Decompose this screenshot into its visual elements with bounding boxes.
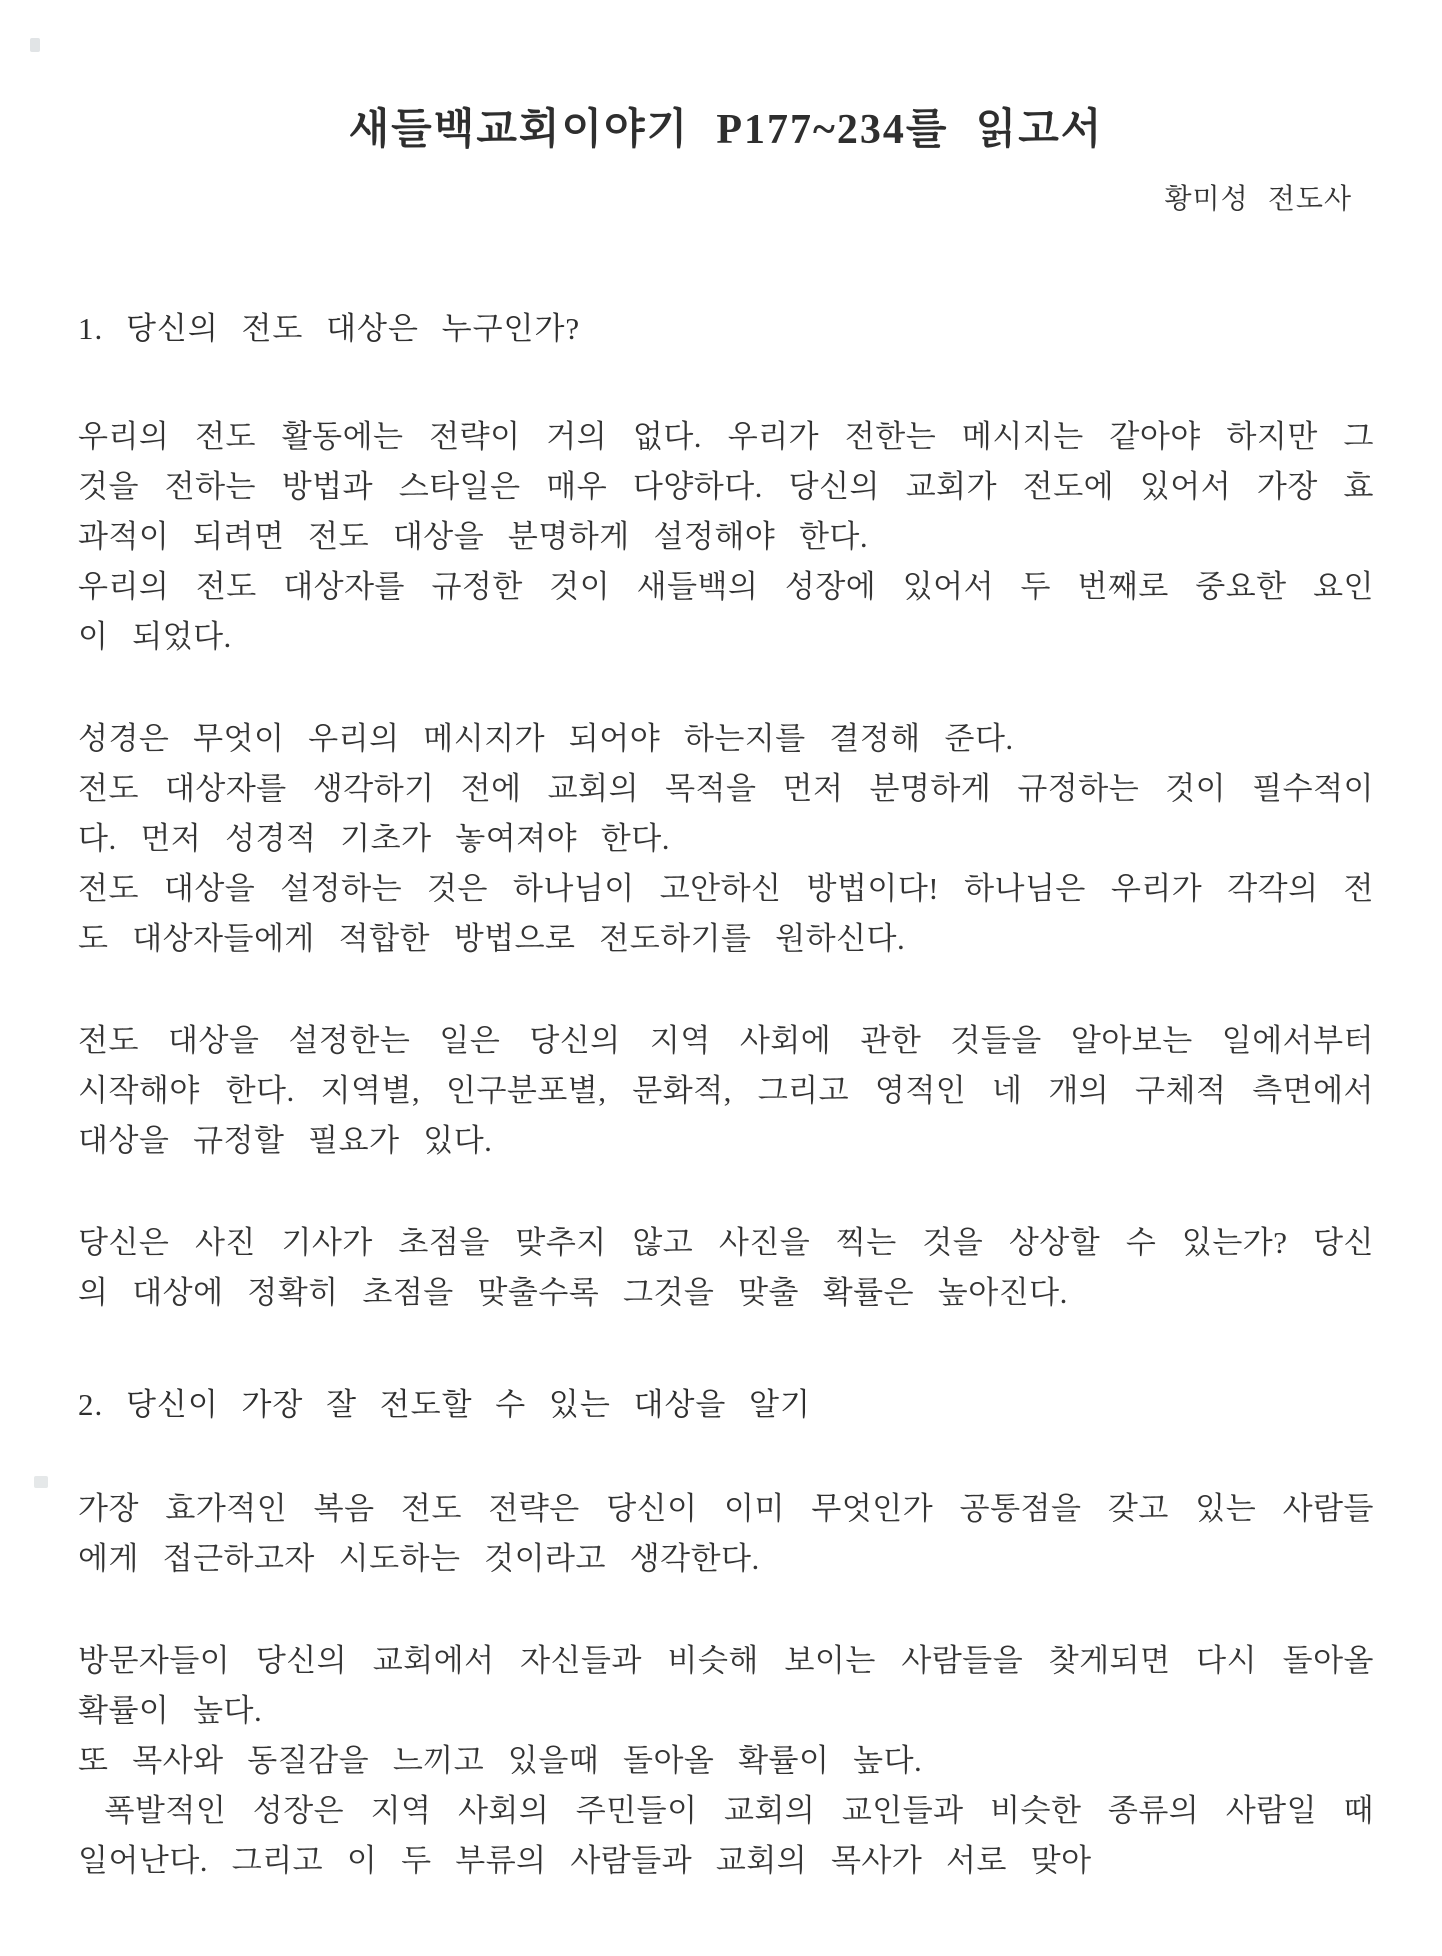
section-knowing-your-audience (78, 1380, 1398, 1886)
section-1-heading: 1. 당신의 전도 대상은 누구인가? (78, 311, 581, 346)
paragraph-line: 가장 효가적인 복음 전도 전략은 당신이 이미 무엇인가 공통점을 갖고 있는 사람들에게 접근하고자 시도하는 것이라고 생각한다. (78, 1491, 1374, 1576)
paragraph-line: 방문자들이 당신의 교회에서 자신들과 비슷해 보이는 사람들을 찾게되면 다시 돌아올 확률이 높다. (78, 1643, 1398, 1728)
paragraph-line: 성경은 무엇이 우리의 메시지가 되어야 하는지를 결정해 준다. (78, 721, 1014, 756)
paragraph (78, 1016, 1398, 1166)
paragraph-line: 폭발적인 성장은 지역 사회의 주민들이 교회의 교인들과 비슷한 종류의 사람일 때 일어난다. 그리고 이 두 부류의 사람들과 교회의 목사가 서로 맞아 (78, 1793, 1398, 1878)
paragraph-line: 전도 대상을 설정하는 것은 하나님이 고안하신 방법이다! 하나님은 우리가 각각의 전도 대상자들에게 적합한 방법으로 전도하기를 원하신다. (78, 871, 1374, 956)
paragraph-line: 우리의 전도 대상자를 규정한 것이 새들백의 성장에 있어서 두 번째로 중요한 요인이 되었다. (78, 569, 1374, 654)
paragraph (78, 1218, 1374, 1318)
paragraph-line: 또 목사와 동질감을 느끼고 있을때 돌아올 확률이 높다. (78, 1743, 923, 1778)
paragraph-line: 당신은 사진 기사가 초점을 맞추지 않고 사진을 찍는 것을 상상할 수 있는가? 당신의 대상에 정확히 초점을 맞출수록 그것을 맞출 확률은 높아진다. (78, 1225, 1374, 1310)
scan-artifact (30, 38, 40, 52)
author-byline: 황미성 전도사 (1164, 184, 1352, 215)
section-evangelism-target (78, 304, 1398, 1318)
page-title: 새들백교회이야기 P177~234를 읽고서 (348, 107, 1104, 153)
paragraph-line: 전도 대상을 설정한는 일은 당신의 지역 사회에 관한 것들을 알아보는 일에서부터 시작해야 한다. 지역별, 인구분포별, 문화적, 그리고 영적인 네 개의 구체적 측면에서 대상을 규정할 필요가 있다. (78, 1023, 1398, 1158)
paragraph-line: 전도 대상자를 생각하기 전에 교회의 목적을 먼저 분명하게 규정하는 것이 필수적이다. 먼저 성경적 기초가 놓여져야 한다. (78, 771, 1374, 856)
section-2-heading: 2. 당신이 가장 잘 전도할 수 있는 대상을 알기 (78, 1387, 811, 1422)
paragraph (78, 1484, 1374, 1584)
paragraph (78, 714, 1374, 964)
paragraph-line: 우리의 전도 활동에는 전략이 거의 없다. 우리가 전한는 메시지는 같아야 하지만 그것을 전하는 방법과 스타일은 매우 다양하다. 당신의 교회가 전도에 있어서 가장 효과적이 되려면 전도 대상을 분명하게 설정해야 한다. (78, 419, 1374, 554)
paragraph (78, 412, 1374, 662)
scan-artifact (34, 1476, 48, 1488)
paragraph (78, 1636, 1398, 1886)
